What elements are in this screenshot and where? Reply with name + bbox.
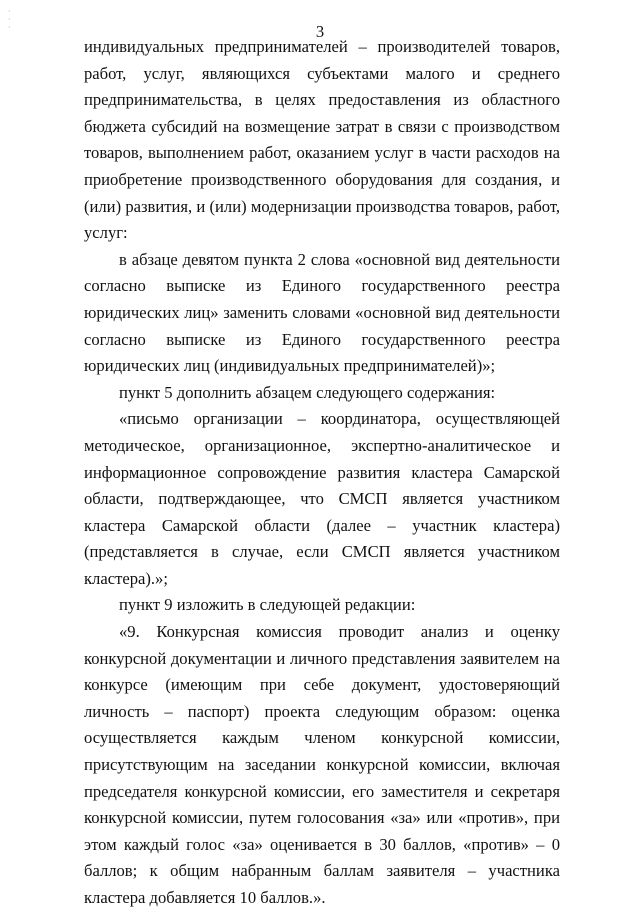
paragraph-clause-9-text: «9. Конкурсная комиссия проводит анализ и оценку конкурсной документации и личного представления заявителем на конкурсе (имеющим при себе документ, удостоверяющий личность – паспорт) проекта следующим образом: оценка осуществляется каждым членом конкурсной комиссии, присутствующим на заседании конкурсной комиссии, включая председателя конкурсной комиссии, его заместителя и секретаря конкурсной комиссии, путем голосования «за» или «против», при этом каждый голос «за» оценивается в 30 баллов, «против» – 0 баллов; к общим набранным баллам заявителя – участника кластера добавляется 10 баллов.». [84, 622, 560, 907]
page-number: 3 [315, 22, 325, 41]
paragraph-clause-9-intro: пункт 9 изложить в следующей редакции: [119, 595, 416, 615]
document-body [84, 34, 560, 912]
paragraph-clause-5-text: «письмо организации – координатора, осуществляющей методическое, организационное, экспертно-аналитическое и информационное сопровождение развития кластера Самарской области, подтверждающее, что СМСП является участником кластера Самарской области (далее – участник кластера) (представляется в случае, если СМСП является участником кластера).»; [84, 409, 560, 588]
paragraph-clause-5-intro: пункт 5 дополнить абзацем следующего содержания: [119, 382, 496, 402]
scan-margin-marks: · · · [8, 7, 11, 32]
paragraph-amendment-clause-2: в абзаце девятом пункта 2 слова «основной вид деятельности согласно выписке из Единого государственного реестра юридических лиц» заменить словами «основной вид деятельности согласно выписке из Единого государственного реестра юридических лиц (индивидуальных предпринимателей)»; [84, 249, 560, 376]
paragraph-continuation: индивидуальных предпринимателей – производителей товаров, работ, услуг, являющихся субъектами малого и среднего предпринимательства, в целях предоставления из областного бюджета субсидий на возмещение затрат в связи с производством товаров, выполнением работ, оказанием услуг в части расходов на приобретение производственного оборудования для создания, и (или) развития, и (или) модернизации производства товаров, работ, услуг: [84, 37, 560, 243]
